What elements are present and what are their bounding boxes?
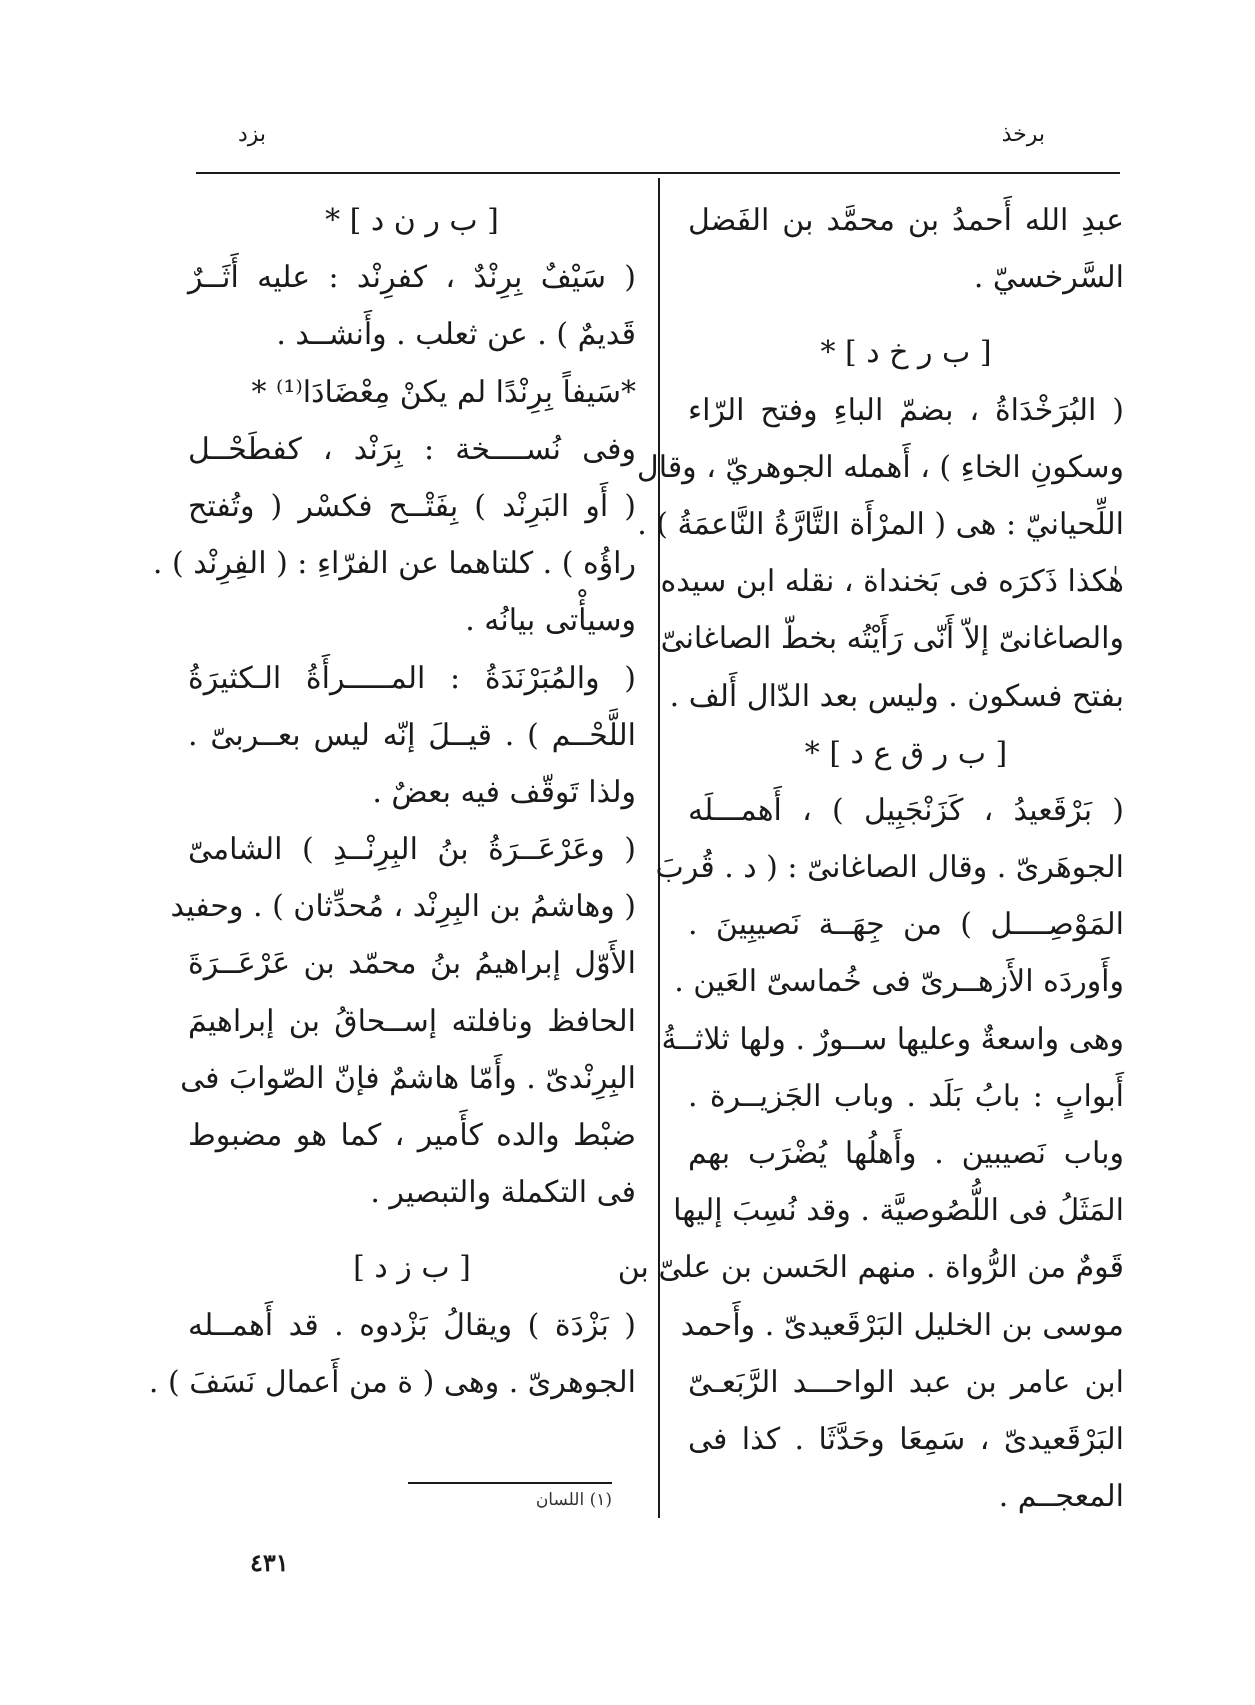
text-line: وفى نُســــخة : بِرَنْد ، كفطَحْــل [188,431,636,467]
text-line: الجوهَرىّ . وقال الصاغانىّ : ( د . قُربَ [655,850,1124,886]
text-line: ( سَيْفٌ بِرِنْدٌ ، كفرِنْد : عليه أَثَــرٌ [188,260,636,296]
text-line: وسيأْتى بيانُه . [465,603,636,639]
text-line: الجوهرىّ . وهى ( ة من أَعمال نَسَفَ ) . [148,1364,636,1400]
entry-heading: [ ب ر خ د ] * [820,335,992,371]
text-line: البِرِنْدىّ . وأَمّا هاشمٌ فإنّ الصّوابَ فى [180,1060,636,1096]
text-line: ( بَرْقَعيدُ ، كَزَنْجَبِيل ) ، أَهمـــلَه [688,792,1124,828]
text-line: ولذا تَوقّف فيه بعضٌ . [372,774,636,810]
entry-heading: [ ب ز د ] [353,1250,471,1286]
entry-heading: [ ب ر ن د ] * [325,203,499,238]
text-line: اللَّحْــم ) . قيــلَ إنّه ليس بعــربىّ . [188,717,636,753]
text-line: راؤُه ) . كلتاهما عن الفرّاءِ : ( الفِرِنْد ) . [152,546,636,582]
text-line: المَثَلُ فى اللُّصُوصيَّة . وقد نُسِبَ إليها [673,1193,1124,1229]
footnote-rule [408,1482,612,1484]
text-line: اللِّحيانيّ : هى ( المرْأَة التَّارَّةُ النَّاعمَةُ ) . [637,506,1124,542]
entry-heading: [ ب ر ق ع د ] * [804,735,1008,771]
text-line: وهى واسعةٌ وعليها ســورٌ . ولها ثلاثــةُ [661,1021,1124,1057]
text-line: ( وهاشمُ بن البِرِنْد ، مُحدِّثان ) . وحفيد [170,889,636,925]
text-line: البَرْقَعيدىّ ، سَمِعَا وحَدَّثَا . كذا فى [688,1421,1124,1457]
text-line: هٰكذا ذَكرَه فى بَخنداة ، نقله ابن سيده [660,564,1124,600]
page-number: ٤٣١ [250,1548,289,1577]
footnote: (١) اللسان [535,1490,612,1510]
text-line: الأَوّل إبراهيمُ بنُ محمّد بن عَرْعَــرَةَ [188,946,636,982]
text-line: المَوْصِــــل ) من جِهَــة نَصيبِينَ . [688,907,1124,943]
text-line: ( والمُبَرْنَدَةُ : المـــــرأَةُ الـكثيرَةُ [188,660,636,696]
text-line: ( بَزْدَة ) ويقالُ بَزْدوه . قد أَهمــله [188,1307,636,1343]
text-line: قَومٌ من الرُّواة . منهم الحَسن بن علىّ بن [617,1250,1124,1286]
header-rule [196,172,1120,174]
text-line: موسى بن الخليل البَرْقَعيدىّ . وأَحمد [680,1307,1124,1343]
text-line: السَّرخسيّ . [973,260,1124,296]
text-line: قَديمٌ ) . عن ثعلب . وأَنشــد . [276,317,636,353]
running-header-right: برخذ [1001,122,1045,147]
text-line: المعجــم . [998,1479,1124,1515]
text-line: أَبوابٍ : بابُ بَلَد . وباب الجَزيــرة . [688,1078,1124,1114]
left-column [148,192,636,1411]
text-line: ( وعَرْعَــرَةُ بنُ البِرِنْــدِ ) الشامىّ [188,832,636,868]
text-line: وأَوردَه الأَزهــرىّ فى خُماسىّ العَين . [674,964,1124,1000]
right-column [617,192,1124,1525]
text-line: بفتح فسكون . وليس بعد الدّال أَلف . [669,678,1124,714]
text-line: والصاغانىّ إلاّ أَنّى رَأَيْتُه بخطّ الصاغانىّ [660,621,1124,657]
text-line: وسكونِ الخاءِ ) ، أَهمله الجوهريّ ، وقال [636,449,1124,485]
text-line: ابن عامر بن عبد الواحـــد الرَّبَعـىّ [688,1364,1124,1400]
text-line: ( أَو البَرِنْد ) بِفَتْــح فكسْر ( وتُفتح [188,488,636,524]
verse-line: *سَيفاً بِرِنْدًا لم يكنْ مِعْضَادَا⁽¹⁾ * [251,374,636,410]
text-line: الحافظ ونافلته إســحاقُ بن إبراهيمَ [188,1003,636,1039]
text-line: فى التكملة والتبصير . [370,1175,636,1211]
running-header-left: بزد [238,122,267,147]
text-line: ( البُرَخْدَاةُ ، بضمّ الباءِ وفتح الرّاء [688,392,1124,428]
text-line: وباب نَصيبين . وأَهلُها يُضْرَب بهم [688,1136,1124,1171]
text-line: عبدِ الله أَحمدُ بن محمَّد بن الفَضل [688,203,1124,238]
text-line: ضبْط والده كأَمير ، كما هو مضبوط [188,1118,636,1153]
